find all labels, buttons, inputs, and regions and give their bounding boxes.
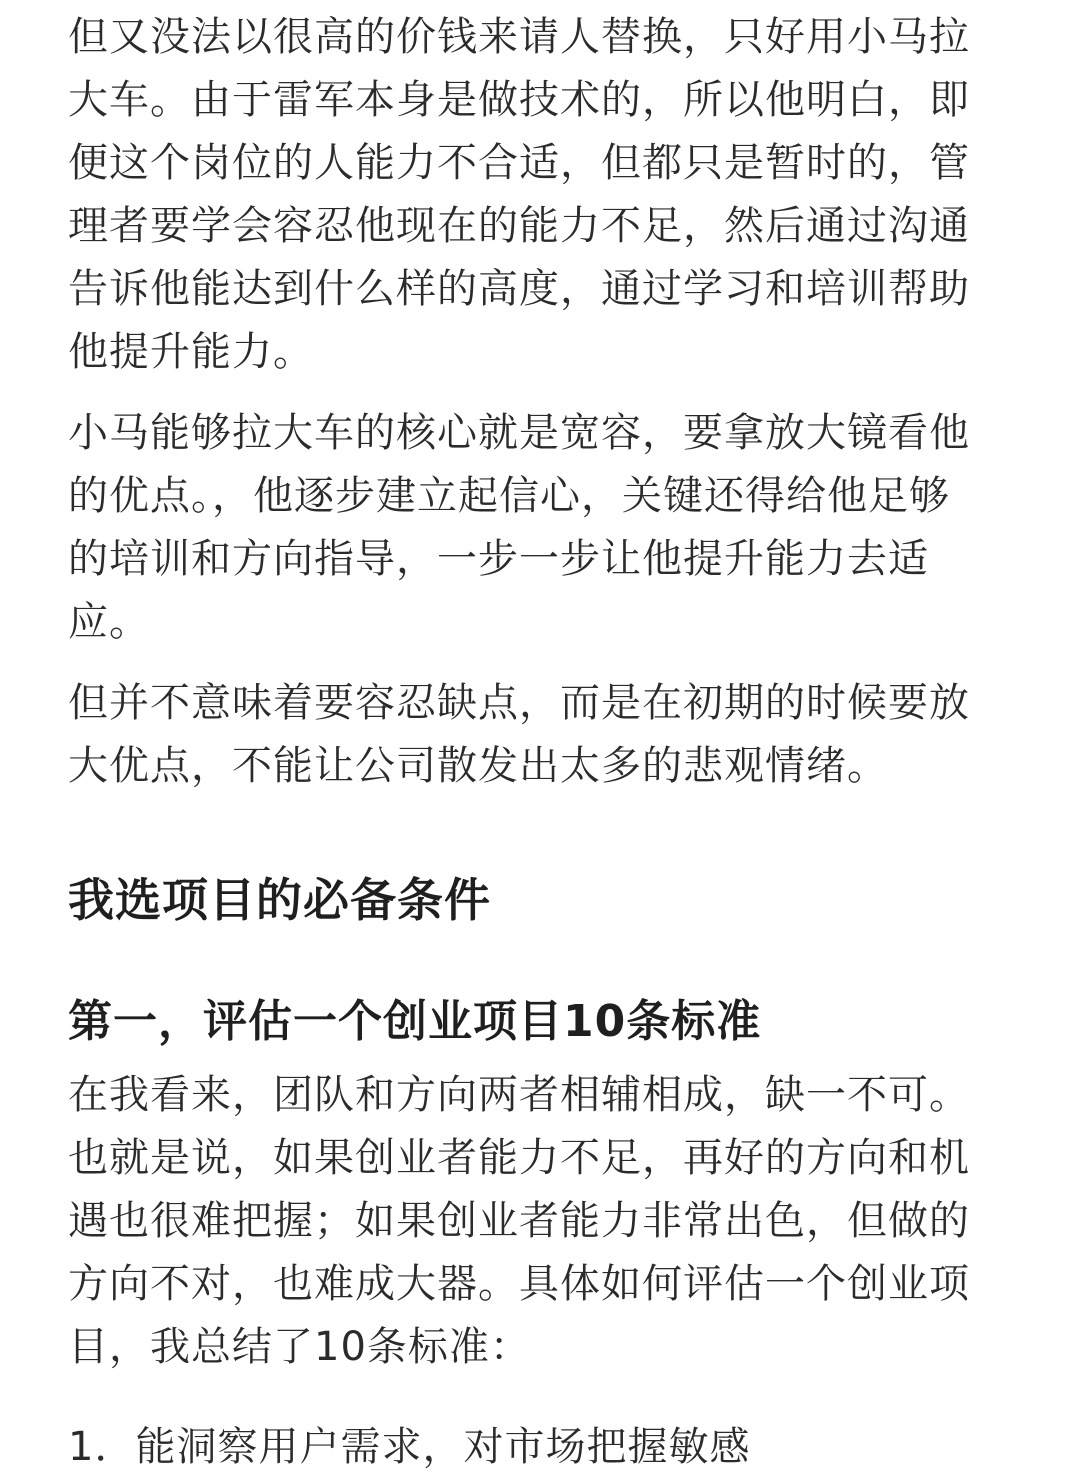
text-line: 告诉他能达到什么样的高度，通过学习和培训帮助 bbox=[68, 266, 970, 312]
text-line: 目，我总结了10条标准： bbox=[68, 1324, 531, 1370]
text-line: 大优点，不能让公司散发出太多的悲观情绪。 bbox=[68, 743, 888, 789]
section-heading: 我选项目的必备条件 bbox=[68, 873, 491, 927]
intro-paragraph bbox=[68, 1064, 1012, 1379]
text-line: 在我看来，团队和方向两者相辅相成，缺一不可。 bbox=[68, 1072, 970, 1118]
text-line: 的培训和方向指导，一步一步让他提升能力去适 bbox=[68, 536, 929, 582]
text-line: 但又没法以很高的价钱来请人替换，只好用小马拉 bbox=[68, 14, 970, 60]
text-line: 方向不对，也难成大器。具体如何评估一个创业项 bbox=[68, 1261, 970, 1307]
text-line: 小马能够拉大车的核心就是宽容，要拿放大镜看他 bbox=[68, 410, 970, 456]
paragraph-2 bbox=[68, 402, 1012, 654]
text-line: 理者要学会容忍他现在的能力不足，然后通过沟通 bbox=[68, 203, 970, 249]
sub-heading: 第一，评估一个创业项目10条标准 bbox=[68, 996, 762, 1047]
text-line: 便这个岗位的人能力不合适，但都只是暂时的，管 bbox=[68, 140, 970, 186]
paragraph-1 bbox=[68, 6, 1012, 384]
paragraph-3 bbox=[68, 672, 1012, 798]
text-line: 但并不意味着要容忍缺点，而是在初期的时候要放 bbox=[68, 680, 970, 726]
text-line: 也就是说，如果创业者能力不足，再好的方向和机 bbox=[68, 1135, 970, 1181]
text-line: 的优点。，他逐步建立起信心，关键还得给他足够 bbox=[68, 473, 950, 519]
text-line: 他提升能力。 bbox=[68, 329, 314, 375]
text-line: 遇也很难把握；如果创业者能力非常出色，但做的 bbox=[68, 1198, 970, 1244]
text-line: 大车。由于雷军本身是做技术的，所以他明白，即 bbox=[68, 77, 970, 123]
text-line: 应。 bbox=[68, 599, 150, 645]
partial-list-item: 1．能洞察用户需求，对市场把握敏感 bbox=[68, 1424, 751, 1470]
article-body bbox=[68, 6, 1012, 1397]
